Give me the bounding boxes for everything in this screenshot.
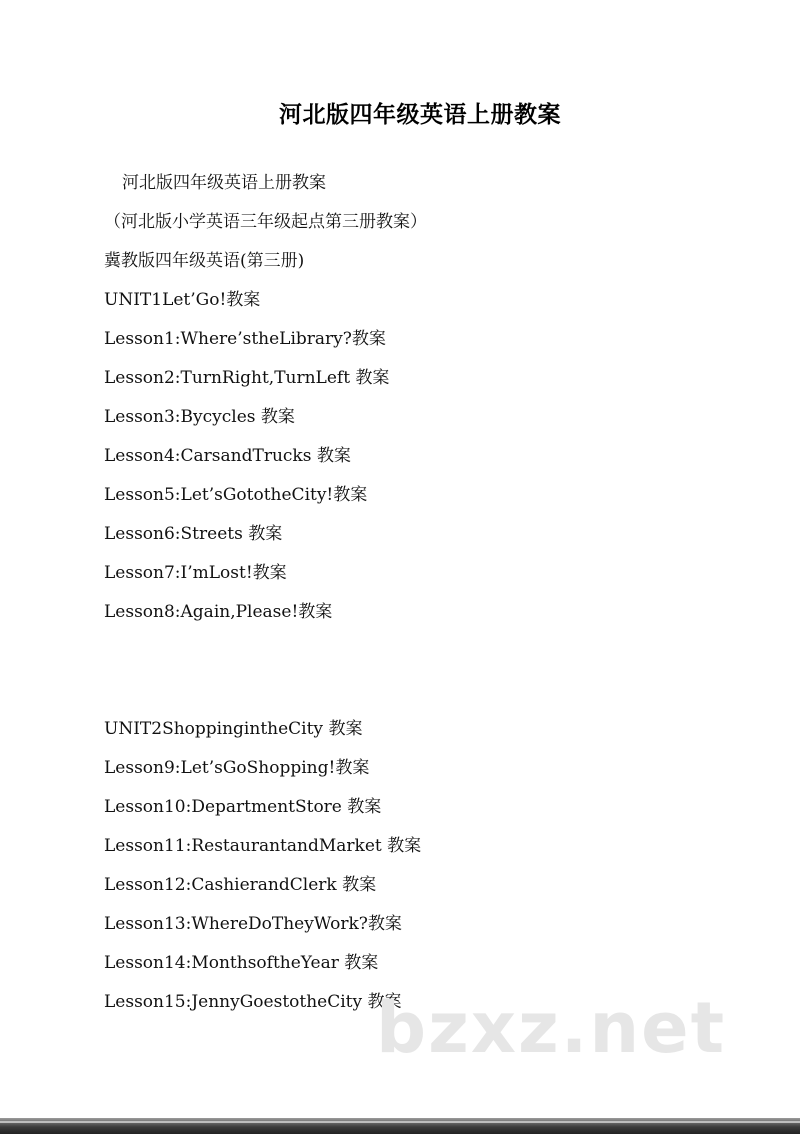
page-bottom-edge-highlight (0, 1121, 800, 1123)
intro-title-line: 河北版四年级英语上册教案 (122, 173, 326, 193)
lesson-item: Lesson8:Again,Please!教案 (104, 602, 333, 622)
subtitle-line: （河北版小学英语三年级起点第三册教案） (104, 212, 427, 232)
lesson-item: Lesson7:I’mLost!教案 (104, 563, 287, 583)
watermark-logo: bzxz.net (376, 987, 727, 1069)
lesson-item: Lesson2:TurnRight,TurnLeft 教案 (104, 368, 390, 388)
lesson-item: Lesson12:CashierandClerk 教案 (104, 875, 377, 895)
lesson-item: Lesson11:RestaurantandMarket 教案 (104, 836, 422, 856)
edition-line: 冀教版四年级英语(第三册) (104, 251, 305, 271)
lesson-item: Lesson5:Let’sGototheCity!教案 (104, 485, 368, 505)
lesson-item: Lesson1:Where’stheLibrary?教案 (104, 329, 386, 349)
unit-heading: UNIT2ShoppingintheCity 教案 (104, 719, 363, 739)
lesson-item: Lesson4:CarsandTrucks 教案 (104, 446, 351, 466)
lesson-item: Lesson3:Bycycles 教案 (104, 407, 295, 427)
lesson-item: Lesson6:Streets 教案 (104, 524, 283, 544)
lesson-item: Lesson13:WhereDoTheyWork?教案 (104, 914, 402, 934)
unit-heading: UNIT1Let’Go!教案 (104, 290, 261, 310)
page-title: 河北版四年级英语上册教案 (279, 102, 561, 128)
lesson-item: Lesson15:JennyGoestotheCity 教案 (104, 992, 402, 1012)
lesson-item: Lesson10:DepartmentStore 教案 (104, 797, 382, 817)
lesson-item: Lesson9:Let’sGoShopping!教案 (104, 758, 370, 778)
lesson-item: Lesson14:MonthsoftheYear 教案 (104, 953, 379, 973)
